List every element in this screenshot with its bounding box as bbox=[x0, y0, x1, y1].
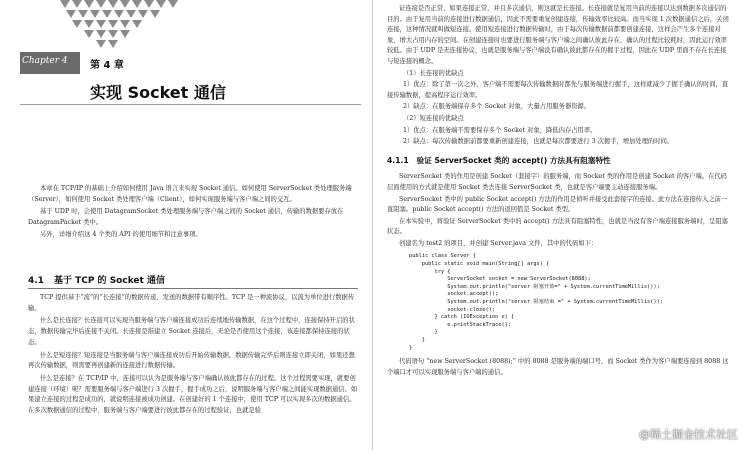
code-line: public static void main(String[] args) { bbox=[409, 261, 550, 268]
watermark: @稀土掘金技术社区 bbox=[639, 428, 738, 441]
code-block bbox=[409, 253, 732, 352]
code-line: } bbox=[409, 337, 425, 343]
code-line: System.out.println("server 阻塞结束 =" + System.currentTimeMillis()); bbox=[409, 299, 663, 306]
pros-cons-item: 2）缺点：每次传输数据前都要重新创建连接，也就是每次都要进行 3 次握手，增加处理的时间。 bbox=[403, 138, 674, 146]
right-page-text bbox=[387, 4, 732, 378]
body-paragraph: 证连接是否正常，如果连接正常，并且多次通信，则这就是长连接。长连接就是复用当前的连接以达到数据多次通信的目的。由于复用当前的连接进行数据通信，因此不需要重复创建连接，传输效率比较高。而当实现 1 次数据通信之后，关闭连接，这种情况就叫做短连接。使用短连接进行数据传输时，由于每次传输数据前都要创建连接，这样会产生多个连接对象，增大占用内存的空间。在创建连接时也要进行服务端与客户端之间确认彼此存在，确认的过程比较耗时，因此运行效率较低。由于 UDP 是无连接协议，也就是服务端与客户端没有确认彼此都存在的握手过程，因此在 UDP 里面不存在长连接与短连接的概念。 bbox=[387, 5, 729, 65]
chapter-intro bbox=[28, 184, 358, 243]
section-divider bbox=[28, 288, 358, 289]
subsection-title: 验证 ServerSocket 类的 accept() 方法具有阻塞特性 bbox=[416, 155, 611, 165]
pros-cons-item: （1）长连接的优缺点 bbox=[403, 69, 464, 77]
intro-paragraph: 另外，详细介绍这 4 个类的 API 的使用细节和注意事项。 bbox=[40, 231, 202, 238]
code-line: e.printStackTrace(); bbox=[409, 321, 512, 328]
pros-cons-item: 2）缺点：在服务端保存多个 Socket 对象，大量占用服务器资源。 bbox=[403, 103, 591, 111]
chapter-header-decoration bbox=[60, 0, 200, 70]
body-paragraph: 创建名为 test2 的项目，并创建 Server.java 文件，其中的代码如下： bbox=[399, 239, 598, 247]
code-line: } bbox=[409, 344, 413, 351]
section-heading bbox=[28, 273, 358, 286]
body-paragraph: 代码语句 “new ServerSocket (8088);” 中的 8088 是服务端的端口号，而 Socket 类作为客户端要连接到 8088 这个端口才可以实现服务端与客户端的通信。 bbox=[387, 358, 729, 376]
right-page bbox=[373, 0, 746, 450]
body-paragraph: TCP 提供基于“流”的“长连接”的数据传递，发送的数据带有顺序性。TCP 是一种流协议，以流为单位进行数据传输。 bbox=[28, 294, 355, 312]
code-line: System.out.println("server 阻塞开始=" + System.currentTimeMillis()); bbox=[409, 283, 660, 290]
chapter-title: 实现 Socket 通信 bbox=[90, 83, 226, 102]
code-line: } catch (IOException e) { bbox=[409, 314, 515, 321]
subsection-number: 4.1.1 bbox=[387, 155, 409, 165]
code-line: public class Server { bbox=[409, 253, 476, 260]
body-paragraph: 什么是连接？在 TCP/IP 中，连接可以认为是服务端与客户端确认彼此都存在的过程。这个过程需要实现，就要创建连接（环境）呢？需要服务端与客户端进行 3 次握手，握手成功之后，说明服务端与客户端之间能实现数据通信。如果建立连接的过程是成功的，就说明连接被成功创建。在创建好的 1 个连接中，使用 TCP 可以实现多次的数据通信。在多次数据通信的过程中，服务端与客户端要进行彼此都存在的过程验证，也就是验 bbox=[28, 374, 358, 415]
section-body bbox=[28, 293, 358, 419]
code-line: ServerSocket socket = new ServerSocket(8088); bbox=[409, 276, 591, 283]
intro-paragraph: 本章在 TCP/IP 的基础上介绍如何使用 Java 语言来实现 Socket 通信。如何使用 ServerSocket 类处理服务端（Server），如何使用 Socket 类处理客户端（Client），如何实现服务端与客户端之间的交互。 bbox=[28, 185, 352, 203]
pros-cons-item: （2）短连接的优缺点 bbox=[403, 114, 464, 122]
intro-paragraph: 基于 UDP 时，会使用 DatagramSocket 类处理服务端与客户端之间的 Socket 通信，传输的数据要存放在 DatagramPacket 类中。 bbox=[28, 208, 344, 226]
body-paragraph: ServerSocket 类的作用是创建 Socket（套接字）的服务端，而 Socket 类的作用是创建 Socket 的客户端。在代码层面使用的方式就是使用 Socket 类去连接 ServerSocket 类，也就是客户端要主动连接服务端。 bbox=[387, 173, 727, 191]
code-line: socket.close(); bbox=[409, 306, 496, 313]
code-line: socket.accept(); bbox=[409, 291, 499, 298]
code-line: } bbox=[409, 329, 438, 336]
body-paragraph: 什么是短连接？短连接是当服务端与客户端连接成功后开始传输数据，数据传输完毕后则连接立即关闭，如果还想再次传输数据，则需要再创建新的连接进行数据传输。 bbox=[28, 351, 355, 370]
chapter-script: Chapter 4 bbox=[22, 56, 68, 66]
section-title: 基于 TCP 的 Socket 通信 bbox=[53, 276, 165, 286]
pros-cons-item: 1）优点：除了第一次之外，客户端不需要每次传输数据时都先与服务端进行握手，这样就减少了握手确认的时间，直接传输数据，提高程序运行效率。 bbox=[387, 81, 729, 99]
chapter-label: 第 4 章 bbox=[90, 60, 124, 71]
body-paragraph: 在本实验中，将验证 ServerSocket 类中的 accept() 方法具有阻塞特性，也就是当没有客户端连接服务端时，呈阻塞状态。 bbox=[387, 217, 728, 236]
body-paragraph: 什么是长连接？长连接可以实现当服务端与客户端连接成功后连续地传输数据，在这个过程中，连接保持开启的状态，数据传输完毕后连接不关闭。长连接是指建立 Socket 连接后，无论是否使用这个连接，该连接都保持连接的状态。 bbox=[28, 317, 355, 346]
pros-cons-item: 1）优点：在服务端不需要保存多个 Socket 对象，降低内存占用率。 bbox=[403, 126, 597, 134]
title-divider bbox=[20, 104, 361, 105]
subsection-heading bbox=[387, 156, 732, 167]
body-paragraph: ServerSocket 类中的 public Socket accept() 方法的作用是侦听并接受此套接字的连接。此方法在连接传入之前一直阻塞。public Socket accept() 方法的返回值是 Socket 类型。 bbox=[387, 195, 728, 214]
code-line: try { bbox=[409, 268, 451, 275]
section-number: 4.1 bbox=[28, 276, 44, 286]
